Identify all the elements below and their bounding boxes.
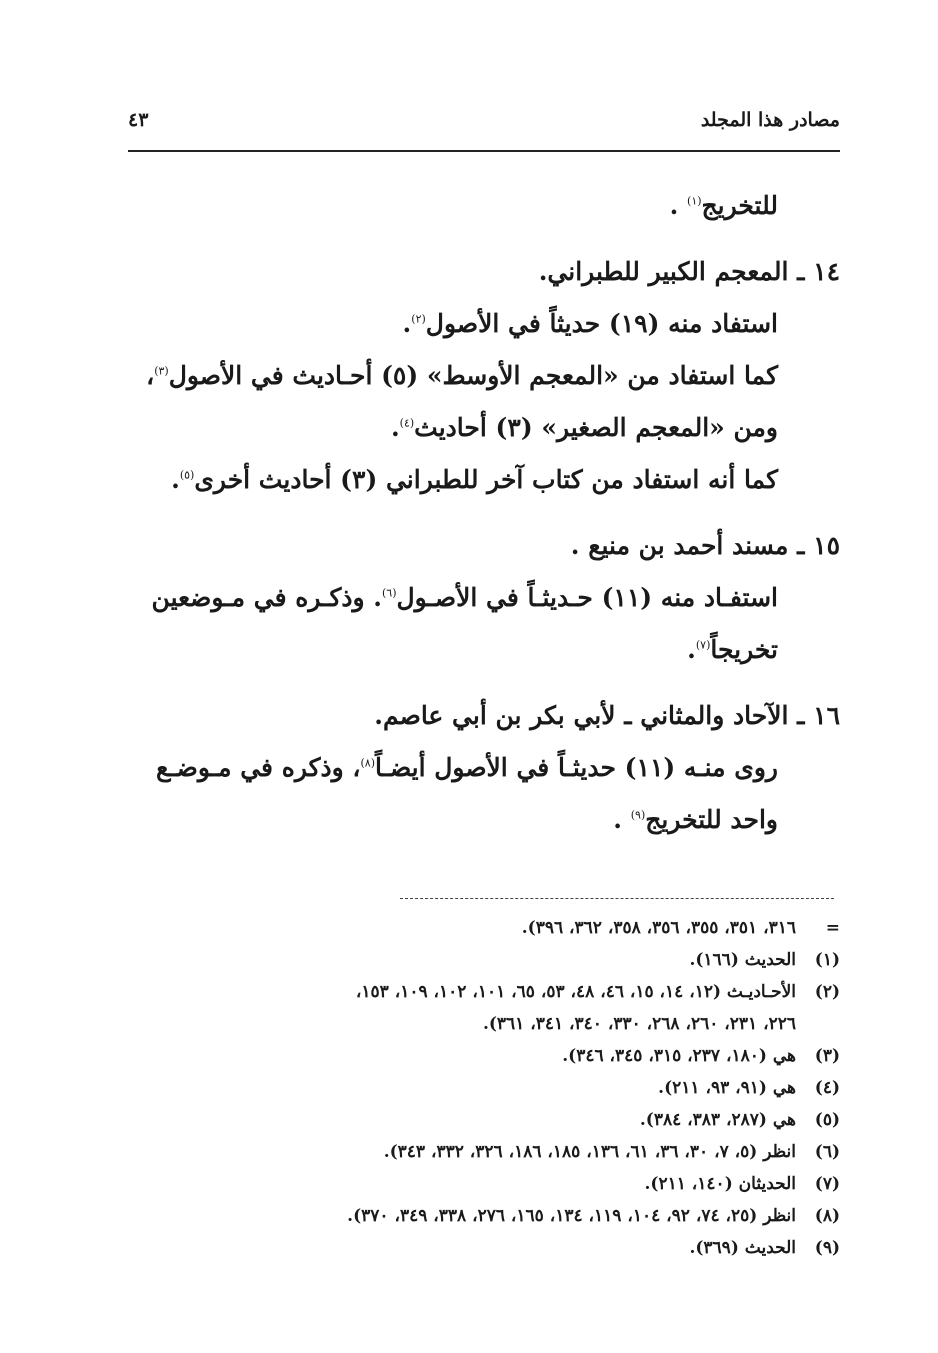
section-14-line-3: ومن «المعجم الصغير» (٣) أحاديث$^{(٤)}$. — [390, 413, 778, 442]
page-header — [128, 100, 840, 140]
footnote-text: الحديث (٣٦٩). — [689, 1238, 796, 1258]
footnote-number: (٨) — [814, 1206, 840, 1226]
section-15-title: ١٥ ـ مسند أحمد بن منيع . — [570, 531, 840, 560]
footnote-number: = — [825, 918, 840, 938]
section-14-line-1: استفاد منه (١٩) حديثاً في الأصول$^{(٢)}$. — [402, 309, 778, 338]
footnote-text: هي (١٨٠، ٢٣٧، ٣١٥، ٣٤٥، ٣٤٦). — [562, 1046, 796, 1066]
footnote-number: (٢) — [814, 982, 840, 1002]
footnote-text: الحديثان (١٤٠، ٢١١). — [644, 1174, 796, 1194]
footnote-text: الحديث (١٦٦). — [689, 950, 796, 970]
footnote-ref: (٣) — [154, 364, 169, 378]
footnote-ref: (٥) — [179, 468, 195, 482]
footnote-text: ٢٢٦، ٢٣١، ٢٦٠، ٢٦٨، ٣٣٠، ٣٤٠، ٣٤١، ٣٦١). — [482, 1014, 796, 1034]
footnote-text: انظر (٥، ٧، ٣٠، ٣٦، ٦١، ١٣٦، ١٨٥، ١٨٦، ٣٢٦، ٣٣٢، ٣٤٣). — [383, 1142, 796, 1162]
footnote-9 — [128, 1232, 840, 1264]
section-15-line-1: استفـاد منه (١١) حـديثـاً في الأصـول$^{(٦)}$. وذكـره في مـوضعين — [151, 583, 778, 612]
footnote-number: (٦) — [814, 1142, 840, 1162]
footnote-ref: (١) — [687, 194, 702, 208]
section-14-line-4: كما أنه استفاد من كتاب آخر للطبراني (٣) أحاديث أخرى$^{(٥)}$. — [171, 465, 778, 494]
top-line: للتخريج$^{(١)}$ . — [669, 191, 778, 220]
page-number: ٤٣ — [128, 109, 149, 131]
footnote-number: (٧) — [814, 1174, 840, 1194]
section-15-line-2: تخريجاً$^{(٧)}$. — [687, 635, 778, 664]
footnotes — [128, 912, 840, 1264]
footnote-2 — [128, 976, 840, 1008]
running-title: مصادر هذا المجلد — [700, 109, 840, 131]
footnote-4 — [128, 1072, 840, 1104]
footnote-ref: (٩) — [630, 808, 646, 822]
section-14-line-2: كما استفاد من «المعجم الأوسط» (٥) أحـاديث في الأصول$^{(٣)}$، — [146, 361, 778, 390]
footnote-text: ٣١٦، ٣٥١، ٣٥٥، ٣٥٦، ٣٥٨، ٣٦٢، ٣٩٦). — [521, 918, 796, 938]
footnote-ref: (٨) — [360, 756, 376, 770]
footnote-7 — [128, 1168, 840, 1200]
section-16-line-2: واحد للتخريج$^{(٩)}$ . — [613, 805, 778, 834]
footnote-number: (٩) — [814, 1238, 840, 1258]
footnote-3 — [128, 1040, 840, 1072]
footnote-text: الأحـاديـث (١٢، ١٤، ١٥، ٤٦، ٤٨، ٥٣، ٦٥، ١٠١، ١٠٢، ١٠٩، ١٥٣، — [355, 982, 796, 1002]
footnote-ref: (٦) — [381, 586, 397, 600]
footnote-separator — [400, 898, 834, 899]
footnote-2-continuation — [128, 1008, 840, 1040]
footnote-1 — [128, 944, 840, 976]
footnote-continued — [128, 912, 840, 944]
section-16-title: ١٦ ـ الآحاد والمثاني ـ لأبي بكر بن أبي عاصم. — [374, 701, 840, 730]
footnote-8 — [128, 1200, 840, 1232]
footnote-ref: (٢) — [411, 312, 426, 326]
main-text — [128, 180, 840, 846]
section-16-line-1: روى منـه (١١) حديثـاً في الأصول أيضـاً$^{(٨)}$، وذكره في مـوضـع — [156, 753, 778, 782]
footnote-ref: (٤) — [399, 416, 415, 430]
footnote-text: هي (٢٨٧، ٣٨٣، ٣٨٤). — [639, 1110, 796, 1130]
section-14-title: ١٤ ـ المعجم الكبير للطبراني. — [538, 257, 840, 286]
footnote-number: (١) — [814, 950, 840, 970]
footnote-text: هي (٩١، ٩٣، ٢١١). — [658, 1078, 796, 1098]
header-rule — [128, 150, 840, 152]
footnote-5 — [128, 1104, 840, 1136]
footnote-text: انظر (٢٥، ٧٤، ٩٢، ١٠٤، ١١٩، ١٣٤، ١٦٥، ٢٧٦، ٣٣٨، ٣٤٩، ٣٧٠). — [347, 1206, 796, 1226]
footnote-number: (٣) — [814, 1046, 840, 1066]
footnote-number: (٥) — [814, 1110, 840, 1130]
footnote-ref: (٧) — [695, 638, 711, 652]
footnote-6 — [128, 1136, 840, 1168]
footnote-number: (٤) — [814, 1078, 840, 1098]
